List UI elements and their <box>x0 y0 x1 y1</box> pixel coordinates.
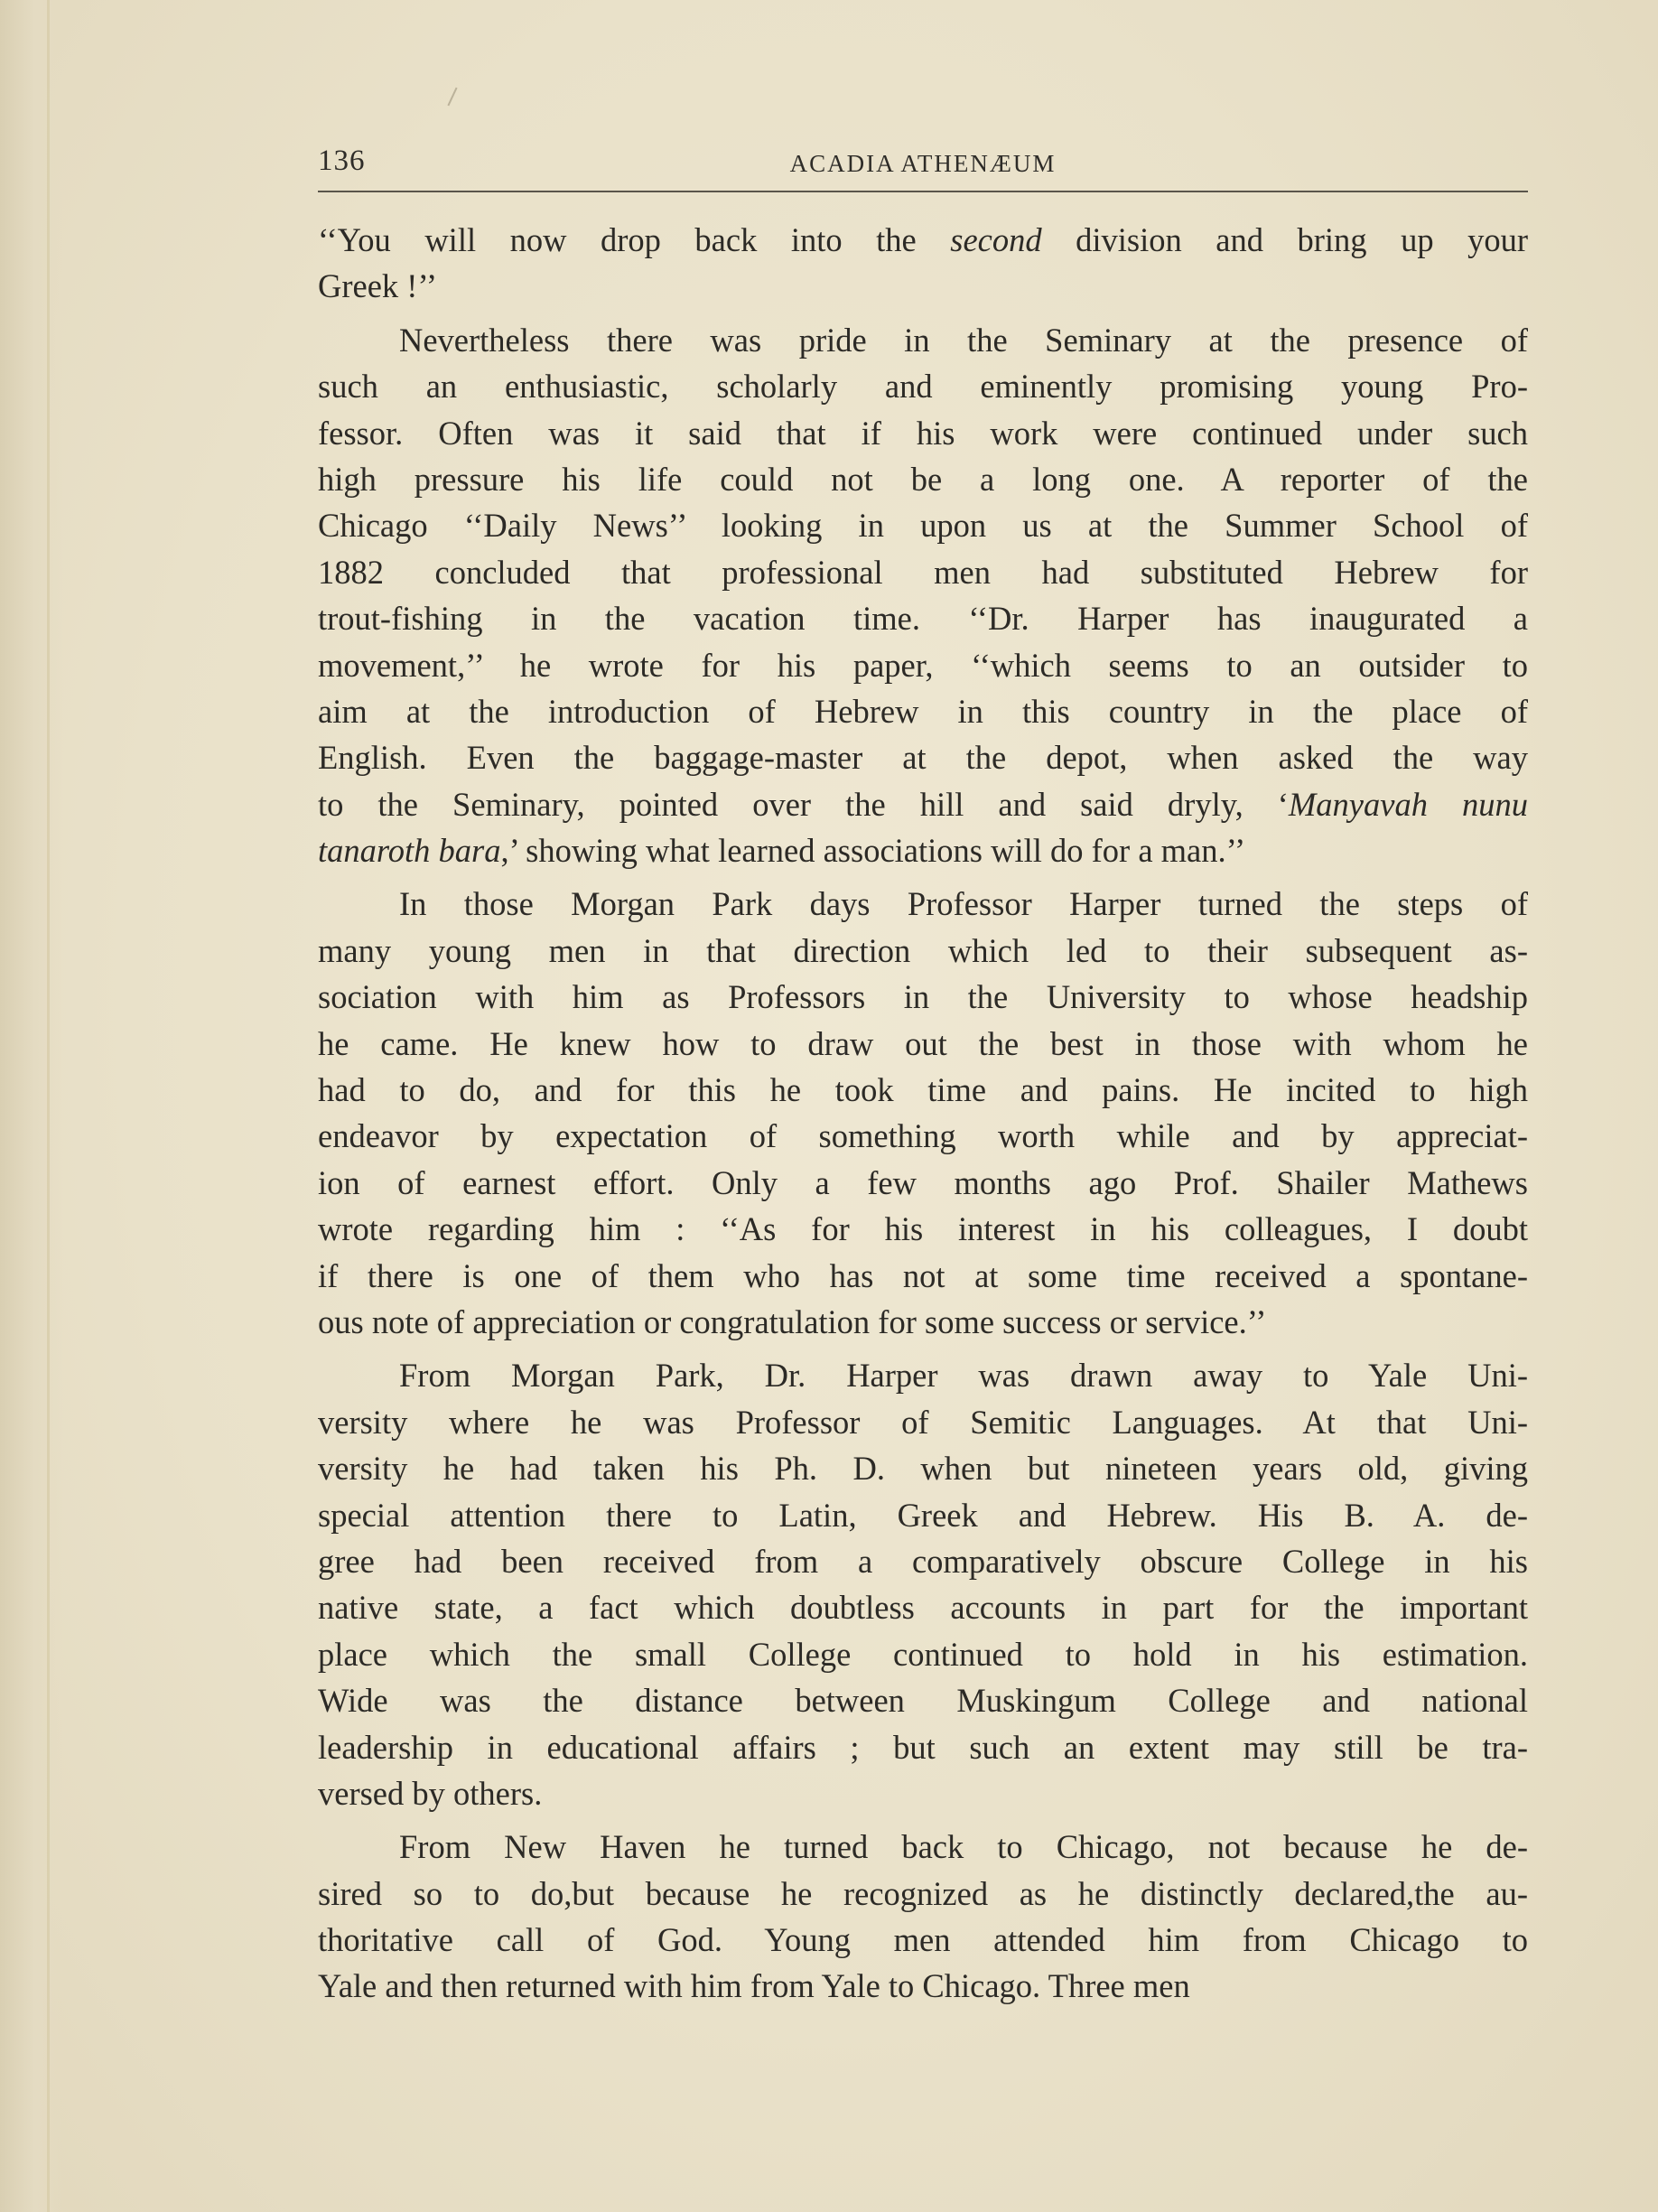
text-line <box>318 642 1528 688</box>
text-run: endeavor by expectation of something worth while and by appreciat- <box>318 1117 1528 1155</box>
text-run: versity where he was Professor of Semitic Languages. At that Uni- <box>318 1403 1528 1441</box>
text-run: From New Haven he turned back to Chicago, not because he de- <box>399 1828 1528 1866</box>
text-line <box>318 1113 1528 1159</box>
text-line <box>318 1352 1528 1398</box>
text-run: From Morgan Park, Dr. Harper was drawn away to Yale Uni- <box>399 1357 1528 1395</box>
italic-text: tanaroth bara <box>318 832 501 870</box>
text-line <box>318 217 1528 263</box>
paragraph <box>318 881 1528 1345</box>
text-line <box>318 1963 1528 2009</box>
text-run: thoritative call of God. Young men attended him from Chicago to <box>318 1921 1528 1959</box>
text-run: Greek !’’ <box>318 267 438 305</box>
paragraph <box>318 1352 1528 1816</box>
text-run: special attention there to Latin, Greek and Hebrew. His B. A. de- <box>318 1496 1528 1534</box>
text-run: had to do, and for this he took time and pains. He incited to high <box>318 1071 1528 1109</box>
text-run: fessor. Often was it said that if his work were continued under such <box>318 414 1528 452</box>
text-run: ion of earnest effort. Only a few months ago Prof. Shailer Mathews <box>318 1163 1528 1201</box>
text-line <box>318 1631 1528 1677</box>
paragraph <box>318 317 1528 874</box>
text-line <box>318 595 1528 641</box>
text-line <box>318 1917 1528 1963</box>
text-run: ‘‘You will now drop back into the <box>318 221 951 258</box>
text-line <box>318 1584 1528 1630</box>
text-line <box>318 410 1528 456</box>
text-line <box>318 363 1528 409</box>
text-line <box>318 1021 1528 1067</box>
text-run: place which the small College continued to hold in his estimation. <box>318 1635 1528 1673</box>
text-run: Yale and then returned with him from Yale to Chicago. Three men <box>318 1967 1190 2005</box>
text-line <box>318 1724 1528 1770</box>
text-line <box>318 1067 1528 1113</box>
pencil-mark <box>447 88 457 107</box>
body-text <box>318 217 1528 2010</box>
text-line <box>318 1160 1528 1206</box>
text-line <box>318 1206 1528 1252</box>
text-run: ,’ showing what learned associations will do for a man.’’ <box>500 832 1246 870</box>
text-run: sired so to do,but because he recognized as he distinctly declared,the au- <box>318 1874 1528 1912</box>
text-run: wrote regarding him : ‘‘As for his interest in his colleagues, I doubt <box>318 1210 1528 1248</box>
text-line <box>318 456 1528 502</box>
text-line <box>318 1677 1528 1723</box>
paragraph-gap <box>318 1816 1528 1824</box>
text-line <box>318 1492 1528 1538</box>
text-run: ous note of appreciation or congratulation for some success or service.’’ <box>318 1302 1267 1340</box>
paragraph-gap <box>318 1345 1528 1352</box>
text-line <box>318 688 1528 734</box>
text-run: versed by others. <box>318 1774 543 1812</box>
text-run: division and bring up your <box>1041 221 1528 258</box>
italic-text: Manyavah nunu <box>1288 785 1528 823</box>
paragraph <box>318 217 1528 310</box>
text-line <box>318 1399 1528 1445</box>
text-line <box>318 781 1528 827</box>
running-head: ACADIA ATHENÆUM <box>789 150 1057 177</box>
text-line <box>318 974 1528 1020</box>
text-run: aim at the introduction of Hebrew in this country in the place of <box>318 692 1528 730</box>
text-run: gree had been received from a comparatively obscure College in his <box>318 1542 1528 1580</box>
text-run: leadership in educational affairs ; but such an extent may still be tra- <box>318 1728 1528 1766</box>
text-run: Nevertheless there was pride in the Seminary at the presence of <box>399 321 1528 359</box>
text-line <box>318 502 1528 548</box>
text-run: such an enthusiastic, scholarly and eminently promising young Pro- <box>318 368 1528 406</box>
italic-text: second <box>950 221 1042 258</box>
text-run: Chicago ‘‘Daily News’’ looking in upon us at the Summer School of <box>318 507 1528 545</box>
header-rule <box>318 191 1528 192</box>
text-line <box>318 1871 1528 1917</box>
text-run: 1882 concluded that professional men had substituted Hebrew for <box>318 553 1528 591</box>
text-line <box>318 734 1528 780</box>
paragraph-gap <box>318 310 1528 317</box>
text-run: many young men in that direction which led to their subsequent as- <box>318 931 1528 969</box>
page-header <box>318 137 1528 191</box>
text-line <box>318 928 1528 974</box>
text-run: he came. He knew how to draw out the best in those with whom he <box>318 1024 1528 1062</box>
text-line <box>318 1253 1528 1299</box>
text-run: English. Even the baggage-master at the depot, when asked the way <box>318 739 1528 777</box>
text-run: In those Morgan Park days Professor Harper turned the steps of <box>399 885 1528 923</box>
text-run: high pressure his life could not be a long one. A reporter of the <box>318 460 1528 498</box>
text-line <box>318 549 1528 595</box>
text-line <box>318 881 1528 927</box>
binding-gutter-line <box>47 0 50 2212</box>
text-line <box>318 1538 1528 1584</box>
binding-gutter-shadow <box>0 0 63 2212</box>
text-line <box>318 1770 1528 1816</box>
text-run: sociation with him as Professors in the University to whose headship <box>318 978 1528 1016</box>
text-line <box>318 1299 1528 1345</box>
paragraph <box>318 1824 1528 2010</box>
text-run: trout-fishing in the vacation time. ‘‘Dr. Harper has inaugurated a <box>318 600 1528 638</box>
page-number: 136 <box>318 145 366 177</box>
text-run: to the Seminary, pointed over the hill and said dryly, ‘ <box>318 785 1289 823</box>
text-run: if there is one of them who has not at some time received a spontane- <box>318 1256 1528 1294</box>
text-line <box>318 1445 1528 1491</box>
text-run: native state, a fact which doubtless accounts in part for the important <box>318 1589 1528 1627</box>
text-run: versity he had taken his Ph. D. when but nineteen years old, giving <box>318 1450 1528 1488</box>
text-run: Wide was the distance between Muskingum College and national <box>318 1682 1528 1720</box>
text-line <box>318 827 1528 873</box>
text-line <box>318 263 1528 309</box>
text-run: movement,’’ he wrote for his paper, ‘‘which seems to an outsider to <box>318 646 1528 684</box>
paragraph-gap <box>318 873 1528 881</box>
text-line <box>318 1824 1528 1870</box>
text-line <box>318 317 1528 363</box>
